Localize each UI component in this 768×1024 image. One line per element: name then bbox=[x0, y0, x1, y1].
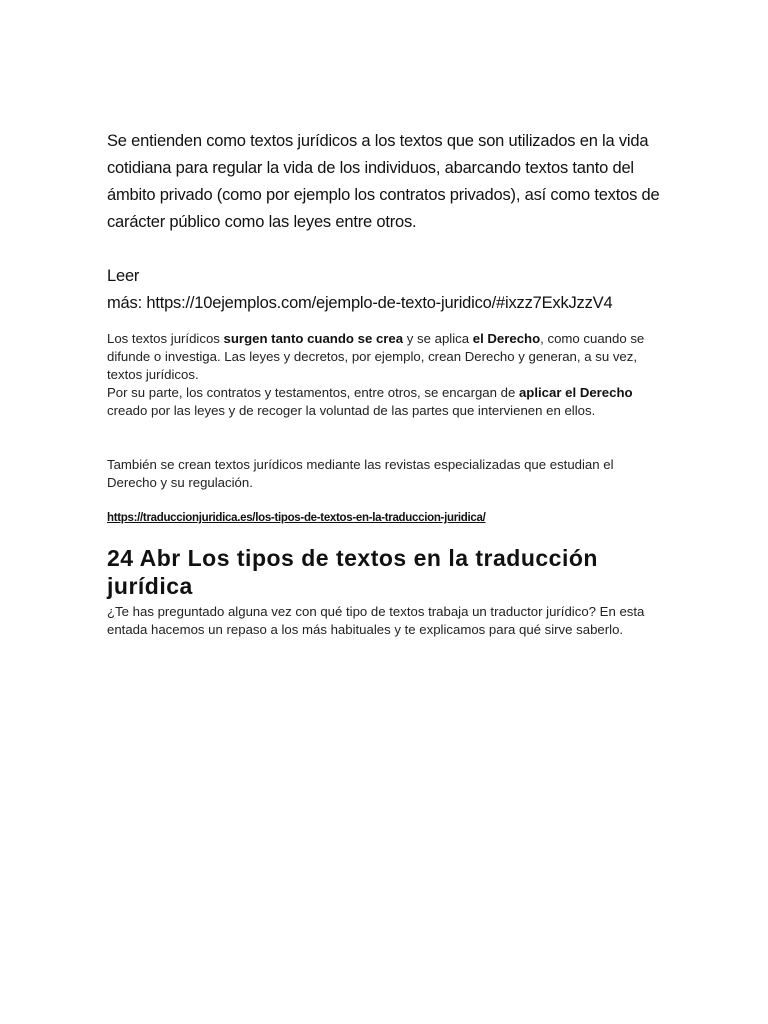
paragraph-two bbox=[107, 330, 667, 420]
p2-bold-2: el Derecho bbox=[472, 331, 541, 346]
read-more-block bbox=[107, 263, 667, 317]
p2-text-4: Por su parte, los contratos y testamentos, entre otros, se encargan de bbox=[107, 385, 519, 400]
read-more-prefix: Leer bbox=[107, 267, 140, 285]
p2-text-3: , como cuando se difunde o investiga. Las leyes y decretos, por ejemplo, crean Derecho y generan, a su vez, textos jurídicos. bbox=[107, 331, 645, 382]
paragraph-four: ¿Te has preguntado alguna vez con qué tipo de textos trabaja un traductor jurídico? En esta entada hacemos un repaso a los más habituales y te explicamos para qué sirve saberlo. bbox=[107, 604, 645, 637]
p2-text-5: creado por las leyes y de recoger la voluntad de las partes que intervienen en ellos. bbox=[107, 403, 596, 418]
p2-bold-3: aplicar el Derecho bbox=[518, 385, 633, 400]
source-link[interactable]: https://traduccionjuridica.es/los-tipos-de-textos-en-la-traduccion-juridica/ bbox=[107, 512, 486, 524]
p2-bold-1: surgen tanto cuando se crea bbox=[223, 331, 404, 346]
p2-text-1: Los textos jurídicos bbox=[107, 331, 224, 346]
read-more-link[interactable]: más: https://10ejemplos.com/ejemplo-de-texto-juridico/#ixzz7ExkJzzV4 bbox=[107, 294, 613, 312]
intro-paragraph: Se entienden como textos jurídicos a los textos que son utilizados en la vida cotidiana para regular la vida de los individuos, abarcando textos tanto del ámbito privado (como por ejemplo los contratos privados), así como textos de carácter público como las leyes entre otros. bbox=[107, 132, 660, 231]
article-heading: 24 Abr Los tipos de textos en la traducción jurídica bbox=[107, 545, 598, 599]
paragraph-three: También se crean textos jurídicos mediante las revistas especializadas que estudian el Derecho y su regulación. bbox=[107, 457, 614, 490]
p2-text-2: y se aplica bbox=[403, 331, 473, 346]
